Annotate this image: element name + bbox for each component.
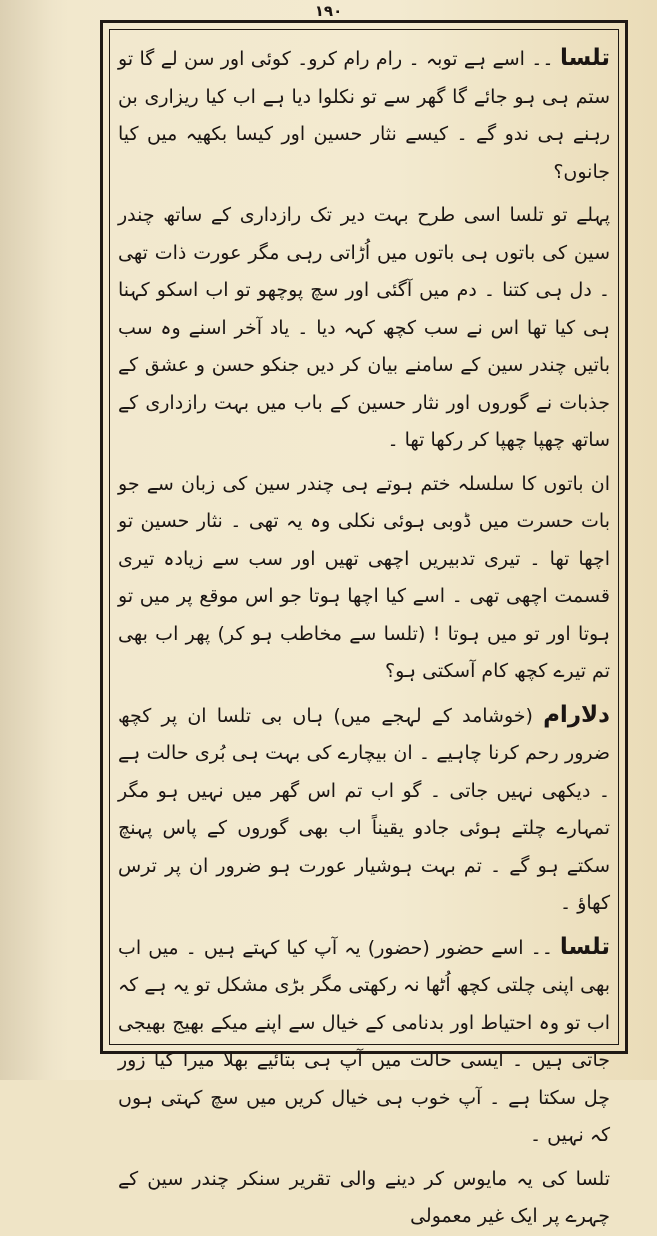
speaker-name: تلسا: [559, 45, 611, 71]
paragraph: [118, 40, 610, 191]
urdu-text-body: [118, 40, 611, 1227]
paragraph: [118, 466, 610, 691]
page-number: ۱۹۰: [314, 2, 343, 20]
paragraph: [118, 697, 610, 923]
speaker-name: تلسا: [559, 933, 610, 960]
paragraph-text: تلسا کی یہ مایوس کر دینے والی تقریر سنکر چندر سین کے چہرے پر ایک غیر معمولی: [118, 1167, 610, 1227]
paragraph-text: پہلے تو تلسا اسی طرح بہت دیر تک رازداری کے ساتھ چندر سین کی باتوں ہی باتوں میں اُڑاتی رہی مگر عورت ذات تھی ۔ دل ہی کتنا ۔ دم میں آگئی اور سچ پوچھو تو اب اسکو کہنا ہی کیا تھا اس نے سب کچھ کہہ دیا ۔ یاد آخر اسنے وہ سب باتیں چندر سین کے سامنے بیان کر دیں جنکو حسن و عشق کے جذبات نے گوروں اور نثار حسین کے باب میں بہت رازداری کے ساتھ چھپا چھپا کر رکھا تھا ۔: [118, 204, 610, 451]
page-gutter-shadow: [0, 0, 70, 1080]
paragraph: [118, 197, 610, 460]
paragraph-text: ۔۔ اسے حضور (حضور) یہ آپ کیا کہتے ہیں ۔ میں اب بھی اپنی چلتی کچھ اُٹھا نہ رکھتی مگر بڑی مشکل تو یہ ہے کہ اب تو وہ احتیاط اور بدنامی کے خیال سے اپنے میکے بھیج بھیجی جاتی ہیں ۔ ایسی حالت میں آپ ہی بتائیے بھلا میرا کیا زور چل سکتا ہے ۔ آپ خوب ہی خیال کریں میں سچ کہتی ہوں کہ نہیں ۔: [118, 936, 610, 1146]
speaker-name: دلارام: [543, 701, 610, 728]
paragraph-text: ۔۔ اسے ہے توبہ ۔ رام رام کرو۔ کوئی اور سن لے گا تو ستم ہی ہو جائے گا گھر سے تو نکلوا دیا ہے اب کیا ریزاری بن رہنے ہی ندو گے ۔ کیسے نثار حسین اور کیسا بکھیہ میں کیا جانوں؟: [118, 48, 610, 183]
paragraph-text: ان باتوں کا سلسلہ ختم ہوتے ہی چندر سین کی زبان سے جو بات حسرت میں ڈوبی ہوئی نکلی وہ یہ تھی ۔ نثار حسین تو اچھا تھا ۔ تیری تدبیریں اچھی تھیں اور سب سے زیادہ تیری قسمت اچھی تھی ۔ اسے کیا اچھا ہوتا جو اس موقع پر میں تو ہوتا اور تو میں ہوتا ! (تلسا سے مخاطب ہو کر) پھر اب بھی تم تیرے کچھ کام آسکتی ہو؟: [118, 472, 610, 682]
paragraph: [118, 929, 610, 1155]
paragraph-text: (خوشامد کے لہجے میں) ہاں بی تلسا ان پر کچھ ضرور رحم کرنا چاہیے ۔ ان بیچارے کی بہت ہی بُری حالت ہے ۔ دیکھی نہیں جاتی ۔ گو اب تم اس گھر میں نہیں ہو مگر تمہارے چلتے ہوئی جادو یقیناً اب بھی گوروں کے پاس پہنچ سکتے ہو گے ۔ تم بہت ہوشیار عورت ہو ضرور ان پر ترس کھاؤ ۔: [118, 704, 610, 914]
paragraph: [118, 1161, 610, 1236]
